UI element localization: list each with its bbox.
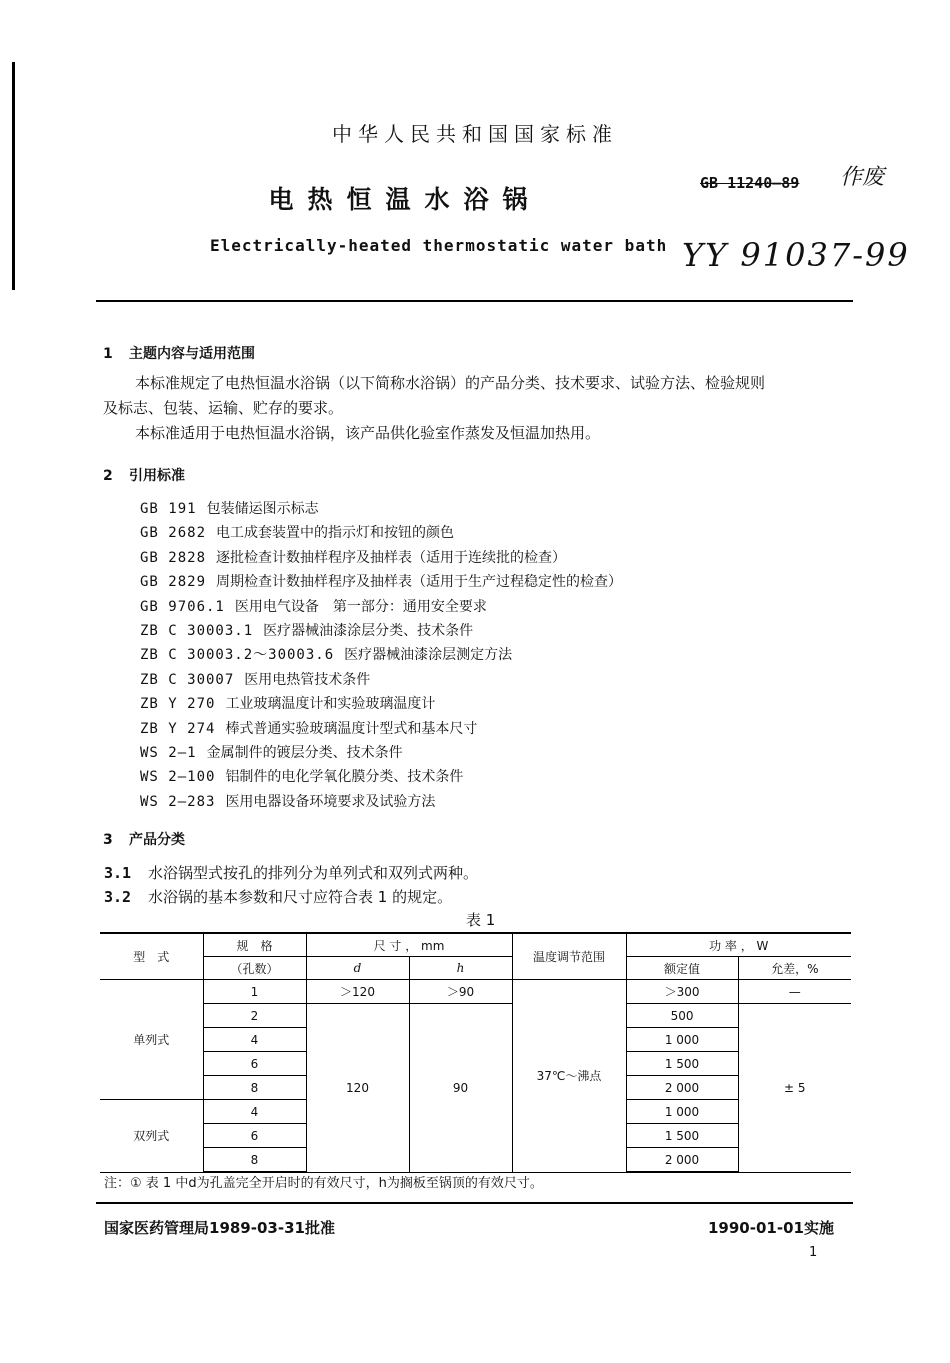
reference-code: WS 2—283: [140, 793, 216, 810]
page-number: 1: [809, 1245, 818, 1260]
header-d: d: [306, 957, 409, 980]
tolerance-cell: —: [738, 980, 851, 1004]
reference-title: 电工成套装置中的指示灯和按钮的颜色: [216, 525, 455, 542]
power-cell: 500: [626, 1004, 738, 1028]
header-size: 尺 寸 ， mm: [306, 933, 512, 957]
document-title: 电热恒温水浴锅: [268, 185, 542, 214]
power-cell: 1 000: [626, 1100, 738, 1124]
section-1-para-1-cont: 及标志、包装、运输、贮存的要求。: [103, 399, 344, 417]
reference-code: GB 2829: [140, 574, 207, 591]
table-1: [100, 932, 851, 1173]
section-number: 3: [103, 832, 113, 848]
header-h: h: [409, 957, 512, 980]
clause-text: 水浴锅型式按孔的排列分为单列式和双列式两种。: [148, 864, 479, 882]
reference-item: [140, 595, 622, 619]
approval-info: 国家医药管理局1989-03-31批准: [104, 1219, 335, 1237]
reference-item: [140, 765, 622, 789]
reference-title: 金属制件的镀层分类、技术条件: [206, 744, 403, 761]
header-power: 功 率 ， W: [626, 933, 851, 957]
section-title: 产品分类: [129, 832, 185, 848]
power-cell: 1 500: [626, 1052, 738, 1076]
reference-title: 医用电器设备环境要求及试验方法: [225, 793, 436, 810]
reference-title: 周期检查计数抽样程序及抽样表（适用于生产过程稳定性的检查）: [216, 574, 623, 591]
holes-cell: 2: [203, 1004, 306, 1028]
effective-date: 1990-01-01实施: [708, 1219, 834, 1237]
table-note: 注：① 表 1 中d为孔盖完全开启时的有效尺寸，h为搁板至锅顶的有效尺寸。: [104, 1176, 543, 1191]
footer-rule: [96, 1202, 853, 1204]
reference-code: GB 2828: [140, 549, 207, 566]
clause-3-2: [104, 886, 452, 907]
reference-code: WS 2—100: [140, 769, 216, 786]
section-2-heading: [103, 465, 185, 485]
power-cell: 2 000: [626, 1076, 738, 1100]
reference-code: ZB Y 274: [140, 720, 216, 737]
reference-code: GB 2682: [140, 525, 207, 542]
clause-3-1: [104, 862, 478, 883]
reference-item: [140, 741, 622, 765]
power-cell: 1 500: [626, 1124, 738, 1148]
header-rated: 额定值: [626, 957, 738, 980]
clause-number: 3.1: [104, 864, 132, 882]
header-spec-sub: （孔数）: [203, 957, 306, 980]
document-title-en: Electrically-heated thermostatic water bath: [210, 236, 668, 255]
power-cell: 2 000: [626, 1148, 738, 1173]
header-tolerance: 允差，%: [738, 957, 851, 980]
power-cell: 1 000: [626, 1028, 738, 1052]
section-1-para-2: 本标准适用于电热恒温水浴锅，该产品供化验室作蒸发及恒温加热用。: [135, 424, 601, 442]
reference-title: 医疗器械油漆涂层分类、技术条件: [263, 622, 474, 639]
reference-title: 医用电气设备 第一部分：通用安全要求: [234, 598, 487, 615]
reference-title: 工业玻璃温度计和实验玻璃温度计: [225, 696, 436, 713]
standard-type: 中华人民共和国国家标准: [332, 122, 618, 146]
reference-title: 包装储运图示标志: [206, 501, 319, 517]
header-temp-range: 温度调节范围: [512, 933, 626, 980]
d-cell: 120: [306, 1004, 409, 1173]
d-cell: ＞120: [306, 980, 409, 1004]
reference-title: 医用电热管技术条件: [244, 671, 371, 688]
holes-cell: 1: [203, 980, 306, 1004]
header-spec: 规 格: [203, 933, 306, 957]
section-number: 1: [103, 346, 113, 362]
section-title: 主题内容与适用范围: [129, 346, 255, 362]
power-cell: ＞300: [626, 980, 738, 1004]
reference-item: [140, 717, 622, 741]
reference-item: [140, 668, 622, 692]
reference-code: GB 191: [140, 501, 197, 517]
reference-code: ZB C 30003.1: [140, 622, 254, 639]
section-1-heading: [103, 343, 255, 363]
holes-cell: 4: [203, 1028, 306, 1052]
reference-item: [140, 521, 622, 545]
reference-list: [140, 497, 622, 814]
reference-code: GB 9706.1: [140, 598, 225, 615]
reference-item: [140, 497, 622, 521]
holes-cell: 8: [203, 1076, 306, 1100]
reference-title: 棒式普通实验玻璃温度计型式和基本尺寸: [225, 720, 478, 737]
section-number: 2: [103, 468, 113, 484]
reference-title: 逐批检查计数抽样程序及抽样表（适用于连续批的检查）: [216, 549, 567, 566]
header-rule: [96, 300, 853, 302]
type-double: 双列式: [100, 1100, 203, 1173]
reference-item: [140, 692, 622, 716]
reference-item: [140, 570, 622, 594]
holes-cell: 8: [203, 1148, 306, 1173]
reference-item: [140, 619, 622, 643]
h-cell: ＞90: [409, 980, 512, 1004]
section-1-para-1: 本标准规定了电热恒温水浴锅（以下简称水浴锅）的产品分类、技术要求、试验方法、检验规则: [135, 374, 766, 392]
handwritten-mark: 作废: [840, 165, 885, 190]
holes-cell: 6: [203, 1052, 306, 1076]
old-standard-code: GB 11240—89: [700, 174, 800, 192]
table-caption: 表 1: [466, 911, 496, 929]
margin-bar: [12, 62, 15, 290]
reference-title: 医疗器械油漆涂层测定方法: [344, 647, 513, 664]
type-single: 单列式: [100, 980, 203, 1100]
header-type: 型 式: [100, 933, 203, 980]
reference-item: [140, 643, 622, 667]
reference-code: ZB Y 270: [140, 696, 216, 713]
reference-code: ZB C 30003.2～30003.6: [140, 647, 335, 664]
holes-cell: 4: [203, 1100, 306, 1124]
reference-item: [140, 546, 622, 570]
temp-range-cell: 37℃～沸点: [512, 980, 626, 1173]
h-cell: 90: [409, 1004, 512, 1173]
holes-cell: 6: [203, 1124, 306, 1148]
section-3-heading: [103, 829, 185, 849]
reference-code: ZB C 30007: [140, 671, 235, 688]
clause-number: 3.2: [104, 888, 132, 906]
reference-code: WS 2—1: [140, 744, 197, 761]
clause-text: 水浴锅的基本参数和尺寸应符合表 1 的规定。: [148, 888, 453, 906]
reference-item: [140, 790, 622, 814]
section-title: 引用标准: [129, 468, 185, 484]
reference-title: 铝制件的电化学氧化膜分类、技术条件: [225, 769, 464, 786]
tolerance-cell: ± 5: [738, 1004, 851, 1173]
new-standard-code: YY 91037-99: [682, 236, 910, 274]
